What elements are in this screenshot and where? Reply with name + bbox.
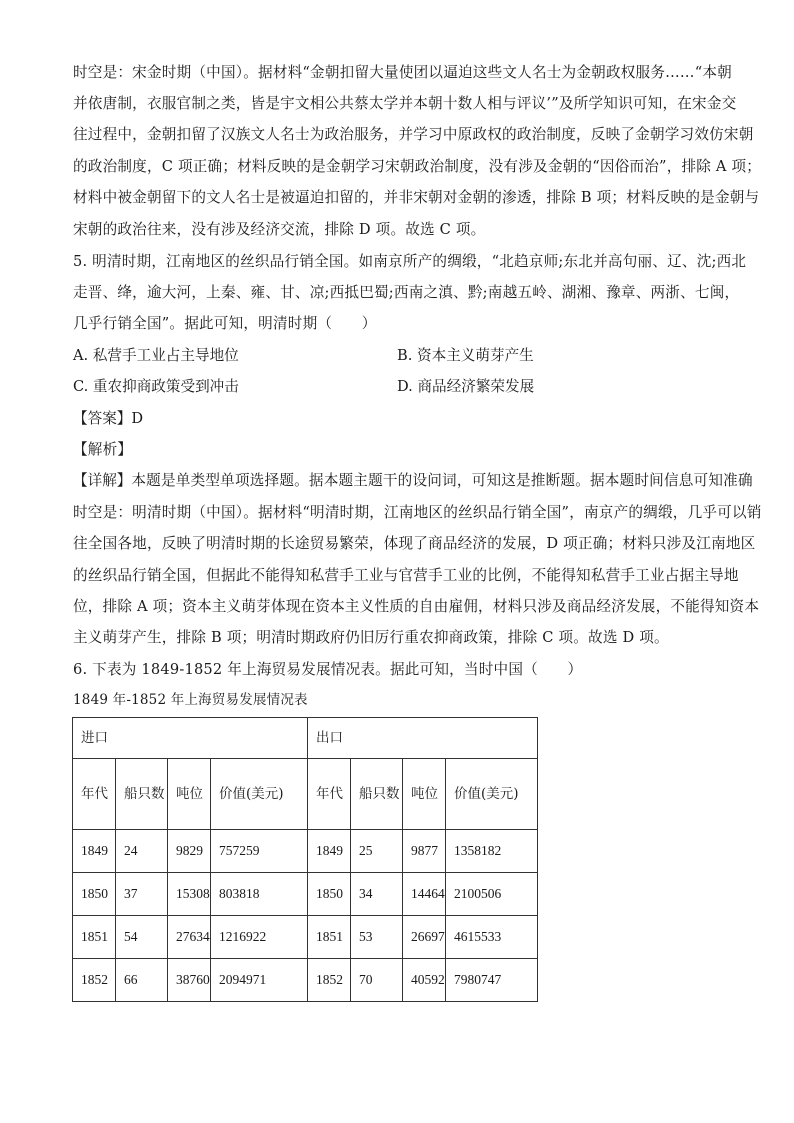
table-row	[73, 830, 538, 873]
table-cell: 27634	[168, 916, 211, 959]
q5-detail-line-5: 位，排除 A 项；资本主义萌芽体现在资本主义性质的自由雇佣，材料只涉及商品经济发展，不能得知资本	[73, 598, 760, 615]
table-cell: 2094971	[211, 959, 308, 1002]
table-cell: 54	[116, 916, 168, 959]
q4-line-2: 并依唐制，衣服官制之类，皆是宇文相公共蔡太学并本朝十数人相与评议’”及所学知识可知，在宋金交	[73, 95, 737, 112]
table-cell: 34	[351, 873, 403, 916]
table-cell: 1216922	[211, 916, 308, 959]
table-cell: 1849	[308, 830, 351, 873]
table-cell: 9829	[168, 830, 211, 873]
import-header: 进口	[73, 718, 308, 759]
q5-detail-line-4: 的丝织品行销全国，但据此不能得知私营手工业与官营手工业的比例，不能得知私营手工业占据主导地	[73, 567, 739, 584]
table-cell: 1851	[73, 916, 116, 959]
col-header: 年代	[308, 759, 351, 830]
table-cell: 1850	[308, 873, 351, 916]
col-header: 价值(美元)	[211, 759, 308, 830]
q5-stem-line-2: 走晋、绛，逾大河，上秦、雍、甘、凉;西抵巴蜀;西南之滇、黔;南越五岭、湖湘、豫章、两浙、七闽，	[73, 284, 740, 301]
q5-option-c: C. 重农抑商政策受到冲击	[73, 378, 239, 395]
table-cell: 7980747	[446, 959, 538, 1002]
q5-option-d: D. 商品经济繁荣发展	[397, 378, 535, 395]
col-header: 价值(美元)	[446, 759, 538, 830]
table-cell: 26697	[403, 916, 446, 959]
table-cell: 4615533	[446, 916, 538, 959]
table-row	[73, 873, 538, 916]
table-row	[73, 916, 538, 959]
table-row	[73, 959, 538, 1002]
q4-line-3: 往过程中，金朝扣留了汉族文人名士为政治服务，并学习中原政权的政治制度，反映了金朝学习效仿宋朝	[73, 126, 754, 143]
table-cell: 2100506	[446, 873, 538, 916]
table-cell: 25	[351, 830, 403, 873]
q6-stem: 6. 下表为 1849-1852 年上海贸易发展情况表。据此可知，当时中国（ ）	[73, 661, 583, 678]
table-cell: 803818	[211, 873, 308, 916]
table-cell: 24	[116, 830, 168, 873]
trade-table	[72, 717, 538, 1002]
col-header: 船只数	[351, 759, 403, 830]
col-header: 吨位	[168, 759, 211, 830]
q5-detail-line-1	[73, 471, 753, 491]
q4-line-4: 的政治制度，C 项正确；材料反映的是金朝学习宋朝政治制度，没有涉及金朝的“因俗而治”，排除 A 项；	[73, 158, 762, 175]
table-cell: 66	[116, 959, 168, 1002]
q5-detail-text-1: 本题是单类型单项选择题。据本题主题干的设问词，可知这是推断题。据本题时间信息可知准确	[131, 472, 753, 489]
q4-line-5: 材料中被金朝留下的文人名士是被逼迫扣留的，并非宋朝对金朝的渗透，排除 B 项；材料反映的是金朝与	[73, 189, 760, 206]
export-header: 出口	[308, 718, 538, 759]
q5-detail-line-6: 主义萌芽产生，排除 B 项；明清时期政府仍旧厉行重农抑商政策，排除 C 项。故选 D 项。	[73, 629, 669, 646]
table-cell: 53	[351, 916, 403, 959]
table-cell: 38760	[168, 959, 211, 1002]
table-cell: 14464	[403, 873, 446, 916]
answer-tag: 【答案】	[73, 410, 132, 427]
q5-stem-line-3: 几乎行销全国”。据此可知，明清时期（ ）	[73, 315, 377, 332]
q4-line-1: 时空是：宋金时期（中国）。据材料“金朝扣留大量使团以逼迫这些文人名士为金朝政权服务……“本朝	[73, 64, 732, 81]
q5-detail-line-3: 往全国各地，反映了明清时期的长途贸易繁荣，体现了商品经济的发展，D 项正确；材料只涉及江南地区	[73, 535, 756, 552]
answer-value: D	[131, 410, 144, 427]
table-title: 1849 年-1852 年上海贸易发展情况表	[73, 692, 308, 708]
table-cell: 1851	[308, 916, 351, 959]
table-cell: 9877	[403, 830, 446, 873]
detail-tag: 【详解】	[73, 472, 132, 489]
table-cell: 15308	[168, 873, 211, 916]
q5-option-b: B. 资本主义萌芽产生	[397, 347, 534, 364]
table-cell: 1849	[73, 830, 116, 873]
col-header: 船只数	[116, 759, 168, 830]
q5-detail-line-2: 时空是：明清时期（中国）。据材料“明清时期，江南地区的丝织品行销全国”，南京产的绸缎，几乎可以销	[73, 504, 762, 521]
table-cell: 40592	[403, 959, 446, 1002]
table-cell: 1852	[73, 959, 116, 1002]
table-cell: 37	[116, 873, 168, 916]
col-header: 吨位	[403, 759, 446, 830]
q5-stem-line-1: 5. 明清时期，江南地区的丝织品行销全国。如南京所产的绸缎，“北趋京师;东北并高句丽、辽、沈;西北	[73, 253, 747, 270]
table-group-header	[73, 718, 538, 759]
q4-line-6: 宋朝的政治往来，没有涉及经济交流，排除 D 项。故选 C 项。	[73, 221, 486, 238]
q5-answer-row	[73, 409, 143, 429]
analysis-tag: 【解析】	[73, 441, 133, 458]
table-cell: 757259	[211, 830, 308, 873]
table-cell: 1358182	[446, 830, 538, 873]
table-cell: 1850	[73, 873, 116, 916]
col-header: 年代	[73, 759, 116, 830]
q5-option-a: A. 私营手工业占主导地位	[73, 347, 239, 364]
table-cell: 1852	[308, 959, 351, 1002]
table-cell: 70	[351, 959, 403, 1002]
table-column-header	[73, 759, 538, 830]
